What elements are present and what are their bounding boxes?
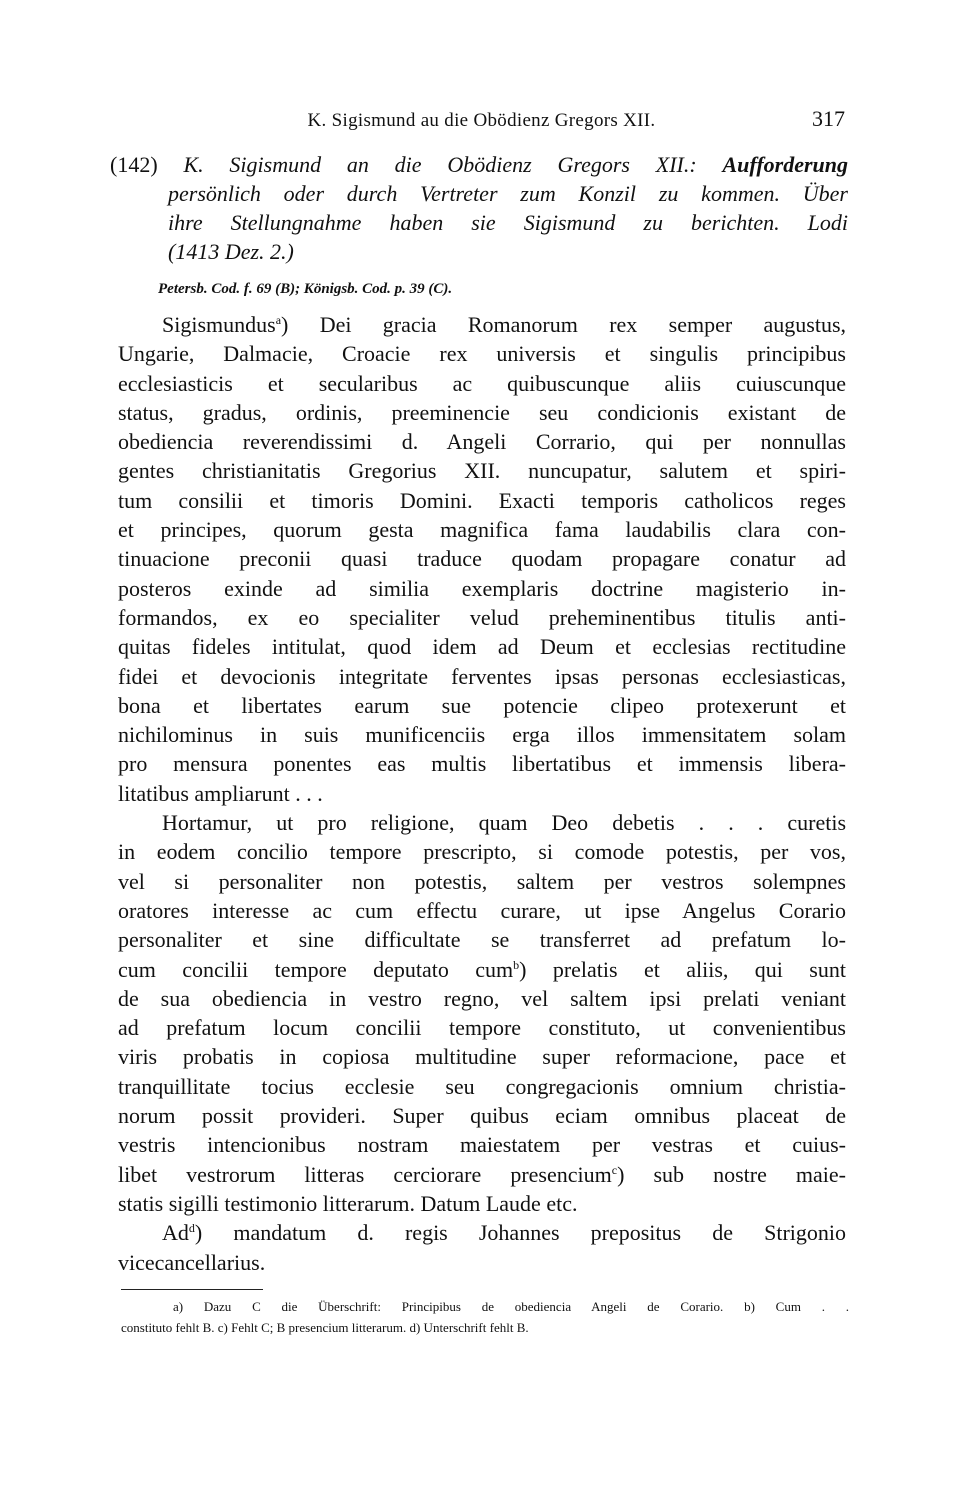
body-line: et principes, quorum gesta magnifica fama laudabilis clara con- bbox=[118, 517, 846, 543]
body-text bbox=[118, 310, 846, 1277]
body-line: tranquillitate tocius ecclesie seu congregacionis omnium christia- bbox=[118, 1073, 846, 1099]
body-line: vel si personaliter non potestis, saltem per vestros solempnes bbox=[118, 868, 846, 894]
body-line: tum consilii et timoris Domini. Exacti temporis catholicos reges bbox=[118, 487, 846, 513]
body-line: tinuacione preconii quasi traduce quodam propagare conatur ad bbox=[118, 546, 846, 572]
footnote-line: constituto fehlt B. c) Fehlt C; B presencium litterarum. d) Unterschrift fehlt B. bbox=[121, 1320, 529, 1335]
body-line: personaliter et sine difficultate se transferret ad prefatum lo- bbox=[118, 927, 846, 953]
footnote-ref-a: a bbox=[275, 313, 282, 327]
body-line: in eodem concilio tempore prescripto, si comode potestis, per vos, bbox=[118, 839, 846, 865]
body-line: nichilominus in suis munificenciis erga illos immensitatem solam bbox=[118, 722, 846, 748]
footnote-ref-d: d bbox=[188, 1221, 195, 1236]
footnote-line: a) Dazu C die Überschrift: Principibus de obediencia Angeli de Corario. b) Cum . . bbox=[173, 1299, 849, 1314]
running-title: K. Sigismund au die Obödienz Gregors XII. bbox=[307, 110, 656, 131]
body-line: vestris intencionibus nostram maiestatem per vestras et cuius- bbox=[118, 1132, 846, 1158]
body-line: obediencia reverendissimi d. Angeli Corrario, qui per nonnullas bbox=[118, 429, 846, 455]
body-line: bona et libertates earum sue potencie clipeo protexerunt et bbox=[118, 692, 846, 718]
footnote-rule bbox=[121, 1289, 263, 1290]
body-line: ad prefatum locum concilii tempore constituto, ut convenientibus bbox=[118, 1015, 846, 1041]
body-line: vicecancellarius. bbox=[118, 1249, 266, 1275]
footnote-ref-c: c bbox=[611, 1162, 618, 1177]
opening-word: Sigismundus bbox=[162, 312, 276, 337]
body-line: pro mensura ponentes eas multis libertatibus et immensis libera- bbox=[118, 751, 846, 777]
heading-line-3: ihre Stellungnahme haben sie Sigismund zu berichten. Lodi bbox=[168, 210, 848, 235]
body-line: libet vestrorum litteras cerciorare presencium$^c$) sub nostre maie- bbox=[118, 1161, 846, 1187]
body-line: Ungarie, Dalmacie, Croacie rex universis et singulis principibus bbox=[118, 341, 846, 367]
source-citation: Petersb. Cod. f. 69 (B); Königsb. Cod. p. 39 (C). bbox=[158, 281, 453, 297]
body-line: posteros exinde ad similia exemplaris doctrine magisterio in- bbox=[118, 575, 846, 601]
document-heading bbox=[110, 150, 848, 266]
body-line: ecclesiasticis et secularibus ac quibuscunque aliis cuiuscunque bbox=[118, 370, 846, 396]
heading-line-2: persönlich oder durch Vertreter zum Konzil zu kommen. Über bbox=[168, 181, 848, 206]
heading-line-1 bbox=[110, 150, 848, 179]
body-line: norum possit provideri. Super quibus eciam omnibus placeat de bbox=[118, 1103, 846, 1129]
body-line: status, gradus, ordinis, preeminencie seu condicionis existant de bbox=[118, 399, 846, 425]
footnotes bbox=[121, 1296, 849, 1338]
body-line: fidei et devocionis integritate ferventes ipsas personas ecclesiasticas, bbox=[118, 663, 846, 689]
body-line: cum concilii tempore deputato cum$^b$) prelatis et aliis, qui sunt bbox=[118, 956, 846, 982]
body-line: gentes christianitatis Gregorius XII. nuncupatur, salutem et spiri- bbox=[118, 458, 846, 484]
body-line: quitas fideles intitulat, quod idem ad Deum et ecclesias rectitudine bbox=[118, 634, 846, 660]
heading-title-bold: Aufforderung bbox=[722, 152, 849, 177]
footnote-ref-b: b bbox=[513, 957, 520, 972]
body-line: Ad$^d$) mandatum d. regis Johannes prepositus de Strigonio bbox=[162, 1220, 847, 1246]
page-number: 317 bbox=[812, 106, 845, 131]
body-line: viris probatis in copiosa multitudine super reformacione, pace et bbox=[118, 1044, 846, 1070]
running-head bbox=[118, 106, 845, 140]
body-line: oratores interesse ac cum effectu curare, ut ipse Angelus Corario bbox=[118, 897, 846, 923]
body-line: statis sigilli testimonio litterarum. Datum Laude etc. bbox=[118, 1190, 578, 1216]
body-line: formandos, ex eo specialiter velud preheminentibus titulis anti- bbox=[118, 604, 846, 630]
body-line: Sigismundus$^a$) Dei gracia Romanorum rex semper augustus, bbox=[162, 312, 847, 337]
body-line: litatibus ampliarunt . . . bbox=[118, 780, 323, 806]
document-number: (142) bbox=[110, 152, 158, 177]
heading-title: K. Sigismund an die Obödienz Gregors XII.: bbox=[183, 152, 697, 177]
heading-date: (1413 Dez. 2.) bbox=[168, 239, 294, 264]
body-line: Hortamur, ut pro religione, quam Deo debetis . . . curetis bbox=[162, 810, 846, 836]
body-line: de sua obediencia in vestro regno, vel saltem ipsi prelati veniant bbox=[118, 985, 846, 1011]
